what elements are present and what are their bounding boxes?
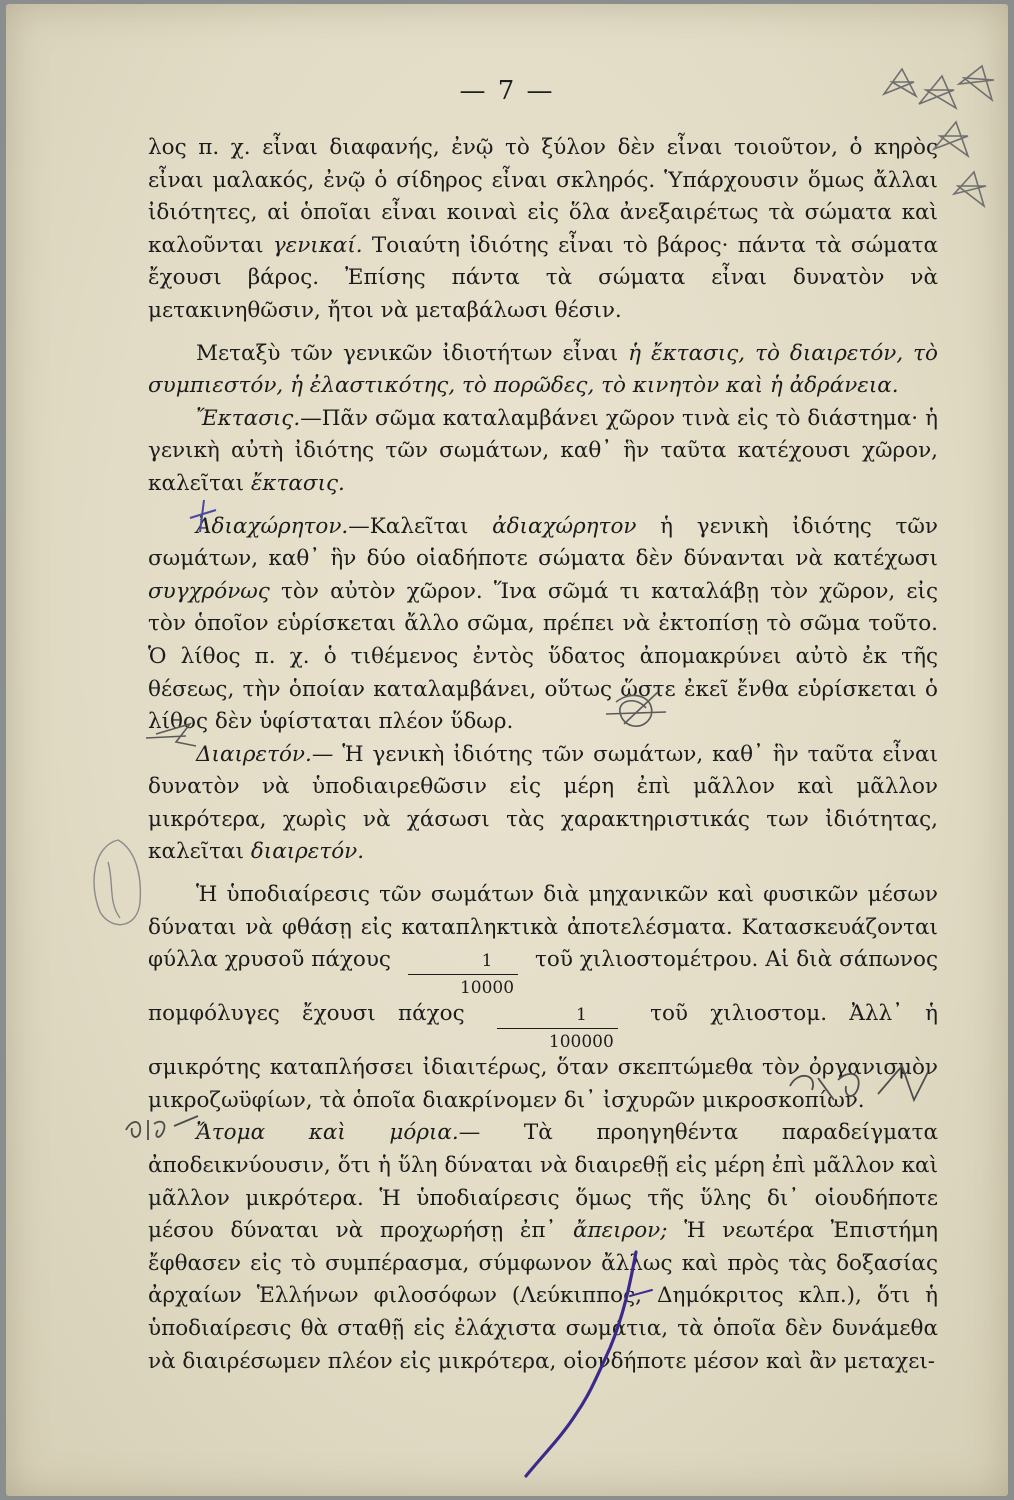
italic-term: ἔκτασις. <box>250 470 345 496</box>
paragraph-extension <box>148 403 938 501</box>
text-run: —Πᾶν σῶμα καταλαμβάνει χῶρον τινὰ εἰς τὸ διάστημα· ἡ γενικὴ αὐτὴ ἰδιότης τῶν σωμάτων, καθ᾽ ἣν ταῦτα κατέχουσι χῶρον, καλεῖται <box>148 405 938 496</box>
paragraph-impenetrability <box>148 511 938 739</box>
page-number: — 7 — <box>459 76 555 106</box>
text-run: Ἡ νεωτέρα Ἐπιστήμη ἔφθασεν εἰς τὸ συμπέρασμα, σύμφωνον ἄλλως καὶ πρὸς τὰς δοξασίας ἀρχαίων Ἑλλήνων φιλοσόφων (Λεύκιππος, Δημόκριτος κλπ.), ὅτι ἡ ὑποδιαίρεσις θὰ σταθῇ εἰς ἐλάχιστα σωμάτια, τὰ ὁποῖα δὲν δυνάμεθα νὰ διαιρέσωμεν πλέον εἰς μικρότερα, οἱονδήποτε μέσον καὶ ἂν μεταχει- <box>148 1218 939 1374</box>
text-run: τοῦ χιλιοστομέτρου. Αἱ διὰ σάπωνος πομφόλυγες ἔχουσι πάχος <box>148 947 938 1027</box>
fraction-numerator: 1 <box>575 1005 587 1026</box>
text-run: —Καλεῖται <box>348 513 469 539</box>
book-page <box>6 4 1008 1496</box>
section-heading: Ἀδιαχώρητον. <box>196 513 349 539</box>
text-run: ἡ γενικὴ ἰδιότης τῶν σωμάτων, καθ᾽ ἣν δύο οἱαδήποτε σώματα δὲν δύνανται νὰ κατέχωσι <box>148 513 938 572</box>
italic-term: ἄπειρον; <box>572 1218 668 1244</box>
text-run: Μεταξὺ τῶν γενικῶν ἰδιοτήτων εἶναι <box>196 340 619 366</box>
section-heading: Ἔκτασις. <box>196 405 301 431</box>
fraction-one-hundred-thousandth <box>497 1005 618 1052</box>
text-run: τοῦ χιλιοστομ. Ἀλλ᾽ ἡ σμικρότης καταπλήσσει ἰδιαιτέρως, ὅταν σκεπτώμεθα τὸν ὀργανισμὸν μικροζωϋφίων, τὰ ὁποῖα διακρίνομεν δι᾽ ἰσχυρῶν μικροσκοπίων. <box>148 1001 938 1113</box>
fraction-numerator: 1 <box>481 951 493 972</box>
fraction-one-ten-thousandth <box>408 951 518 998</box>
text-run: λος π. χ. εἶναι διαφανής, ἐνῷ τὸ ξύλον δὲν εἶναι τοιοῦτον, ὁ κηρὸς εἶναι μαλακός, ἐνῷ ὁ σίδηρος εἶναι σκληρός. Ὑπάρχουσιν ὅμως ἄλλαι ἰδιότητες, αἱ ὁποῖαι εἶναι κοιναὶ εἰς ὅλα ἀνεξαιρέτως τὰ σώματα καὶ καλοῦνται <box>148 135 938 258</box>
paragraph-divisibility <box>148 739 938 869</box>
italic-term: ἀδιαχώρητον <box>492 513 637 539</box>
pencil-smudge <box>78 832 158 942</box>
italic-term: γενικαί. <box>272 232 363 258</box>
text-run: τὸν αὐτὸν χῶρον. Ἵνα σῶμά τι καταλάβῃ τὸν χῶρον, εἰς τὸν ὁποῖον εὑρίσκεται ἄλλο σῶμα, πρέπει νὰ ἐκτοπίσῃ τὸ σῶμα τοῦτο. Ὁ λίθος π. χ. ὁ τιθέμενος ἐντὸς ὕδατος ἀπομακρύνει αὐτὸ ἐκ τῆς θέσεως, τὴν ὁποίαν καταλαμβάνει, οὕτως ὥστε ἐκεῖ ἔνθα εὑρίσκεται ὁ λίθος δὲν ὑφίσταται πλέον ὕδωρ. <box>148 578 938 735</box>
paragraph-subdivision <box>148 879 938 1117</box>
body-text <box>148 132 938 1378</box>
section-heading: Ἄτομα καὶ μόρια. <box>196 1120 459 1146</box>
italic-term-list: ἡ ἔκτασις, τὸ διαιρετόν, τὸ συμπιεστόν, ἡ ἐλαστικότης, τὸ πορῶδες, τὸ κινητὸν καὶ ἡ ἀδράνεια. <box>148 340 939 399</box>
paragraph-atoms-molecules <box>148 1117 938 1378</box>
section-heading: Διαιρετόν. <box>196 741 312 767</box>
text-run: — Ἡ γενικὴ ἰδιότης τῶν σωμάτων, καθ᾽ ἣν ταῦτα εἶναι δυνατὸν νὰ ὑποδιαιρεθῶσιν εἰς μέρη ἐπὶ μᾶλλον καὶ μᾶλλον μικρότερα, χωρὶς νὰ χάσωσι τὰς χαρακτηριστικάς των ἰδιότητας, καλεῖται <box>148 741 938 865</box>
fraction-denominator: 100000 <box>497 1028 618 1052</box>
fraction-denominator: 10000 <box>408 974 518 998</box>
paragraph-1 <box>148 132 938 328</box>
star-doodle <box>954 172 986 206</box>
text-run: Τοιαύτη ἰδιότης εἶναι τὸ βάρος· πάντα τὰ σώματα ἔχουσι βάρος. Ἐπίσης πάντα τὰ σώματα εἶναι δυνατὸν νὰ μετακινηθῶσιν, ἤτοι νὰ μεταβάλωσι θέσιν. <box>148 232 939 323</box>
italic-term: διαιρετόν. <box>250 839 365 865</box>
text-run: — Τὰ προηγηθέντα παραδείγματα ἀποδεικνύουσιν, ὅτι ἡ ὕλη δύναται νὰ διαιρεθῇ εἰς μέρη ἐπὶ μᾶλλον καὶ μᾶλλον μικρότερα. Ἡ ὑποδιαίρεσις ὅμως τῆς ὕλης δι᾽ οἱουδήποτε μέσου δύναται νὰ προχωρήσῃ ἐπ᾽ <box>148 1120 938 1244</box>
text-run: Ἡ ὑποδιαίρεσις τῶν σωμάτων διὰ μηχανικῶν καὶ φυσικῶν μέσων δύναται νὰ φθάσῃ εἰς καταπληκτικὰ ἀποτελέσματα. Κατασκευάζονται φύλλα χρυσοῦ πάχους <box>148 882 938 973</box>
paragraph-2 <box>148 338 938 403</box>
italic-term: συγχρόνως <box>148 578 270 604</box>
star-doodle <box>934 122 968 156</box>
